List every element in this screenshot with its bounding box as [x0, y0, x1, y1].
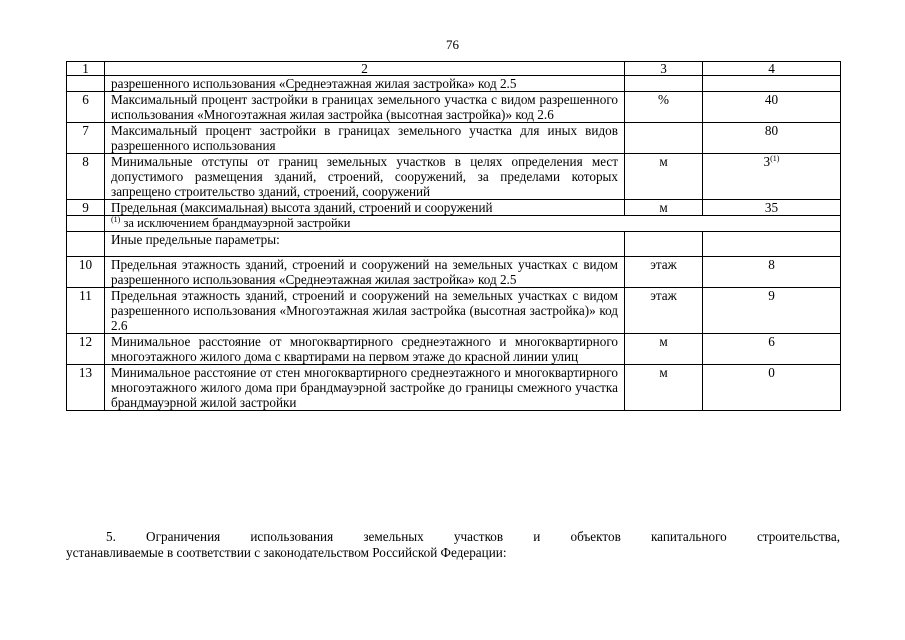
row-value: 40 — [703, 92, 841, 123]
header-cell-1: 1 — [67, 62, 105, 76]
header-cell-2: 2 — [105, 62, 625, 76]
footnote-reference: (1) — [770, 154, 780, 163]
table-row — [67, 365, 841, 411]
footnote-text: за исключением брандмауэрной застройки — [120, 216, 351, 230]
row-description: Предельная этажность зданий, строений и сооружений на земельных участках с видом разрешенного использования «Среднеэтажная жилая застройка» код 2.5 — [105, 257, 625, 288]
table-header-row — [67, 62, 841, 76]
row-value — [703, 154, 841, 200]
table-row — [67, 334, 841, 365]
row-description: Минимальные отступы от границ земельных участков в целях определения мест допустимого размещения зданий, строений, сооружений, за пределами которых запрещено строительство зданий, строений, сооружений — [105, 154, 625, 200]
row-value-number: 3 — [763, 154, 771, 169]
paragraph-line-1-text: 5. Ограничения использования земельных участков и объектов капитального строительства, — [106, 529, 840, 544]
row-description: Предельная (максимальная) высота зданий, строений и сооружений — [105, 200, 625, 216]
row-description: Минимальное расстояние от стен многоквартирного среднеэтажного и многоквартирного многоэтажного жилого дома при брандмауэрной застройке до границы смежного участка брандмауэрной жилой застройки — [105, 365, 625, 411]
row-description: Максимальный процент застройки в границах земельного участка с видом разрешенного использования «Многоэтажная жилая застройка (высотная застройка)» код 2.6 — [105, 92, 625, 123]
section-5-paragraph — [66, 529, 840, 561]
row-unit: м — [625, 365, 703, 411]
section-title: Иные предельные параметры: — [105, 232, 625, 257]
row-number: 9 — [67, 200, 105, 216]
row-number — [67, 76, 105, 92]
row-unit: м — [625, 334, 703, 365]
header-cell-4: 4 — [703, 62, 841, 76]
section-title-row — [67, 232, 841, 257]
row-unit: этаж — [625, 288, 703, 334]
row-value: 0 — [703, 365, 841, 411]
row-description: разрешенного использования «Среднеэтажная жилая застройка» код 2.5 — [105, 76, 625, 92]
table-row — [67, 154, 841, 200]
row-description: Максимальный процент застройки в границах земельного участка для иных видов разрешенного использования — [105, 123, 625, 154]
row-number: 12 — [67, 334, 105, 365]
row-number: 13 — [67, 365, 105, 411]
row-unit: этаж — [625, 257, 703, 288]
section-empty-cell — [67, 232, 105, 257]
page-number: 76 — [446, 37, 459, 52]
table-row — [67, 257, 841, 288]
table-row — [67, 200, 841, 216]
section-empty-cell — [625, 232, 703, 257]
table-row — [67, 76, 841, 92]
parameters-table — [66, 61, 841, 411]
footnote-row — [67, 216, 841, 232]
row-number: 6 — [67, 92, 105, 123]
row-unit: % — [625, 92, 703, 123]
row-value: 9 — [703, 288, 841, 334]
footnote-empty-cell — [67, 216, 105, 232]
row-value — [703, 76, 841, 92]
paragraph-line-2: устанавливаемые в соответствии с законодательством Российской Федерации: — [66, 545, 507, 560]
table-row — [67, 123, 841, 154]
row-value: 6 — [703, 334, 841, 365]
paragraph-line-1 — [66, 529, 840, 545]
row-unit: м — [625, 200, 703, 216]
footnote-mark: (1) — [111, 215, 121, 224]
header-cell-3: 3 — [625, 62, 703, 76]
row-value: 8 — [703, 257, 841, 288]
row-description: Минимальное расстояние от многоквартирного среднеэтажного и многоквартирного многоэтажного жилого дома с квартирами на первом этаже до красной линии улиц — [105, 334, 625, 365]
row-value: 80 — [703, 123, 841, 154]
row-unit: м — [625, 154, 703, 200]
table-row — [67, 92, 841, 123]
row-value: 35 — [703, 200, 841, 216]
row-number: 7 — [67, 123, 105, 154]
row-number: 8 — [67, 154, 105, 200]
row-number: 11 — [67, 288, 105, 334]
row-unit — [625, 123, 703, 154]
row-description: Предельная этажность зданий, строений и сооружений на земельных участках с видом разрешенного использования «Многоэтажная жилая застройка (высотная застройка)» код 2.6 — [105, 288, 625, 334]
section-empty-cell — [703, 232, 841, 257]
table-row — [67, 288, 841, 334]
row-unit — [625, 76, 703, 92]
footnote — [105, 216, 841, 232]
row-number: 10 — [67, 257, 105, 288]
